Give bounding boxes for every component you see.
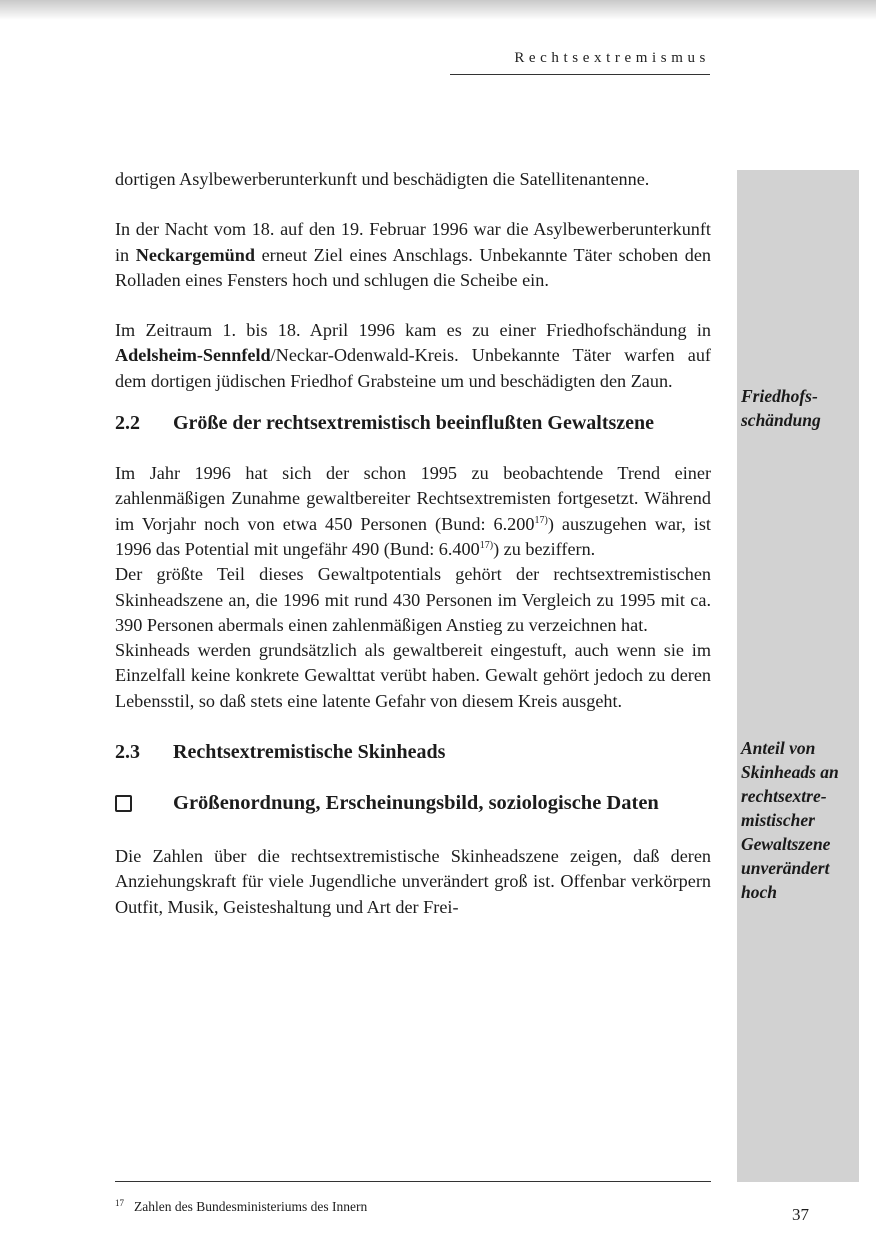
footnote-ref: 17): [534, 514, 548, 526]
footnote: $^{17}$ Zahlen des Bundesministeriums des Innern: [115, 1197, 368, 1214]
paragraph-6: Skinheads werden grundsätzlich als gewaltbereit eingestuft, auch wenn sie im Einzelfall keine konkrete Gewalttat verübt haben. Gewalt gehört jedoch zu deren Lebensstil, so daß stets eine latente Gefahr von diesem Kreis ausgeht.: [115, 640, 711, 711]
place-neckargemuend: Neckargemünd: [135, 244, 255, 265]
paragraph-1: dortigen Asylbewerberunterkunft und beschädigten die Satellitenantenne.: [115, 169, 650, 189]
section-heading-2-2: 2.2 Größe der rechtsextremistisch beeinflußten Gewaltszene: [115, 412, 655, 435]
paragraph-4: Im Jahr 1996 hat sich der schon 1995 zu beobachtende Trend einer zahlenmäßigen Zunahme gewaltbereiter Rechtsextremisten fortgesetzt. Während im Vorjahr noch von etwa 450 Personen (Bund: 6.200$^{17)}$) auszugehen war, ist 1996 das Potential mit ungefähr 490 (Bund: 6.400$^{17)}$) zu beziffern.: [115, 463, 711, 559]
paragraph-5: Der größte Teil dieses Gewaltpotentials gehört der rechtsextremistischen Skinheadszene an, die 1996 mit rund 430 Personen im Vergleich zu 1995 mit ca. 390 Personen abermals einen zahlenmäßigen Anstieg zu verzeichnen hat.: [115, 564, 711, 635]
paragraph-7: Die Zahlen über die rechtsextremistische Skinheadszene zeigen, daß deren Anziehungskraft für viele Jugendliche unverändert groß ist. Offenbar verkörpern Outfit, Musik, Geisteshaltung und Art der Frei-: [115, 846, 711, 917]
paragraph-2: In der Nacht vom 18. auf den 19. Februar 1996 war die Asylbewerberunterkunft in Neckargemünd erneut Ziel eines Anschlags. Unbekannte Täter schoben den Rolladen eines Fensters hoch und schlugen die Scheibe ein.: [115, 219, 711, 290]
margin-note-skinheads: Anteil von Skinheads an rechtsextre- mistischer Gewaltszene unverändert hoch: [741, 738, 839, 902]
margin-note-band: [737, 170, 859, 1182]
footnote-ref: 17): [479, 539, 494, 551]
paragraph-3: Im Zeitraum 1. bis 18. April 1996 kam es zu einer Friedhofschändung in Adelsheim-Sennfeld/Neckar-Odenwald-Kreis. Unbekannte Täter warfen auf dem dortigen jüdischen Friedhof Grabsteine um und beschädigten den Zaun.: [115, 320, 711, 391]
margin-note-friedhofsschaendung: Friedhofs- schändung: [741, 386, 821, 430]
footnote-rule: [115, 1181, 711, 1182]
main-text: [115, 167, 711, 920]
section-heading-2-3: 2.3 Rechtsextremistische Skinheads: [115, 741, 446, 764]
page-number: 37: [792, 1205, 809, 1224]
running-header: Rechtsextremismus: [514, 50, 710, 66]
header-rule: [450, 74, 710, 75]
subsection-heading: Größenordnung, Erscheinungsbild, soziologische Daten: [115, 790, 711, 819]
scan-shadow: [0, 0, 876, 20]
place-adelsheim-sennfeld: Adelsheim-Sennfeld: [115, 345, 271, 366]
checkbox-square-icon: [115, 795, 132, 812]
